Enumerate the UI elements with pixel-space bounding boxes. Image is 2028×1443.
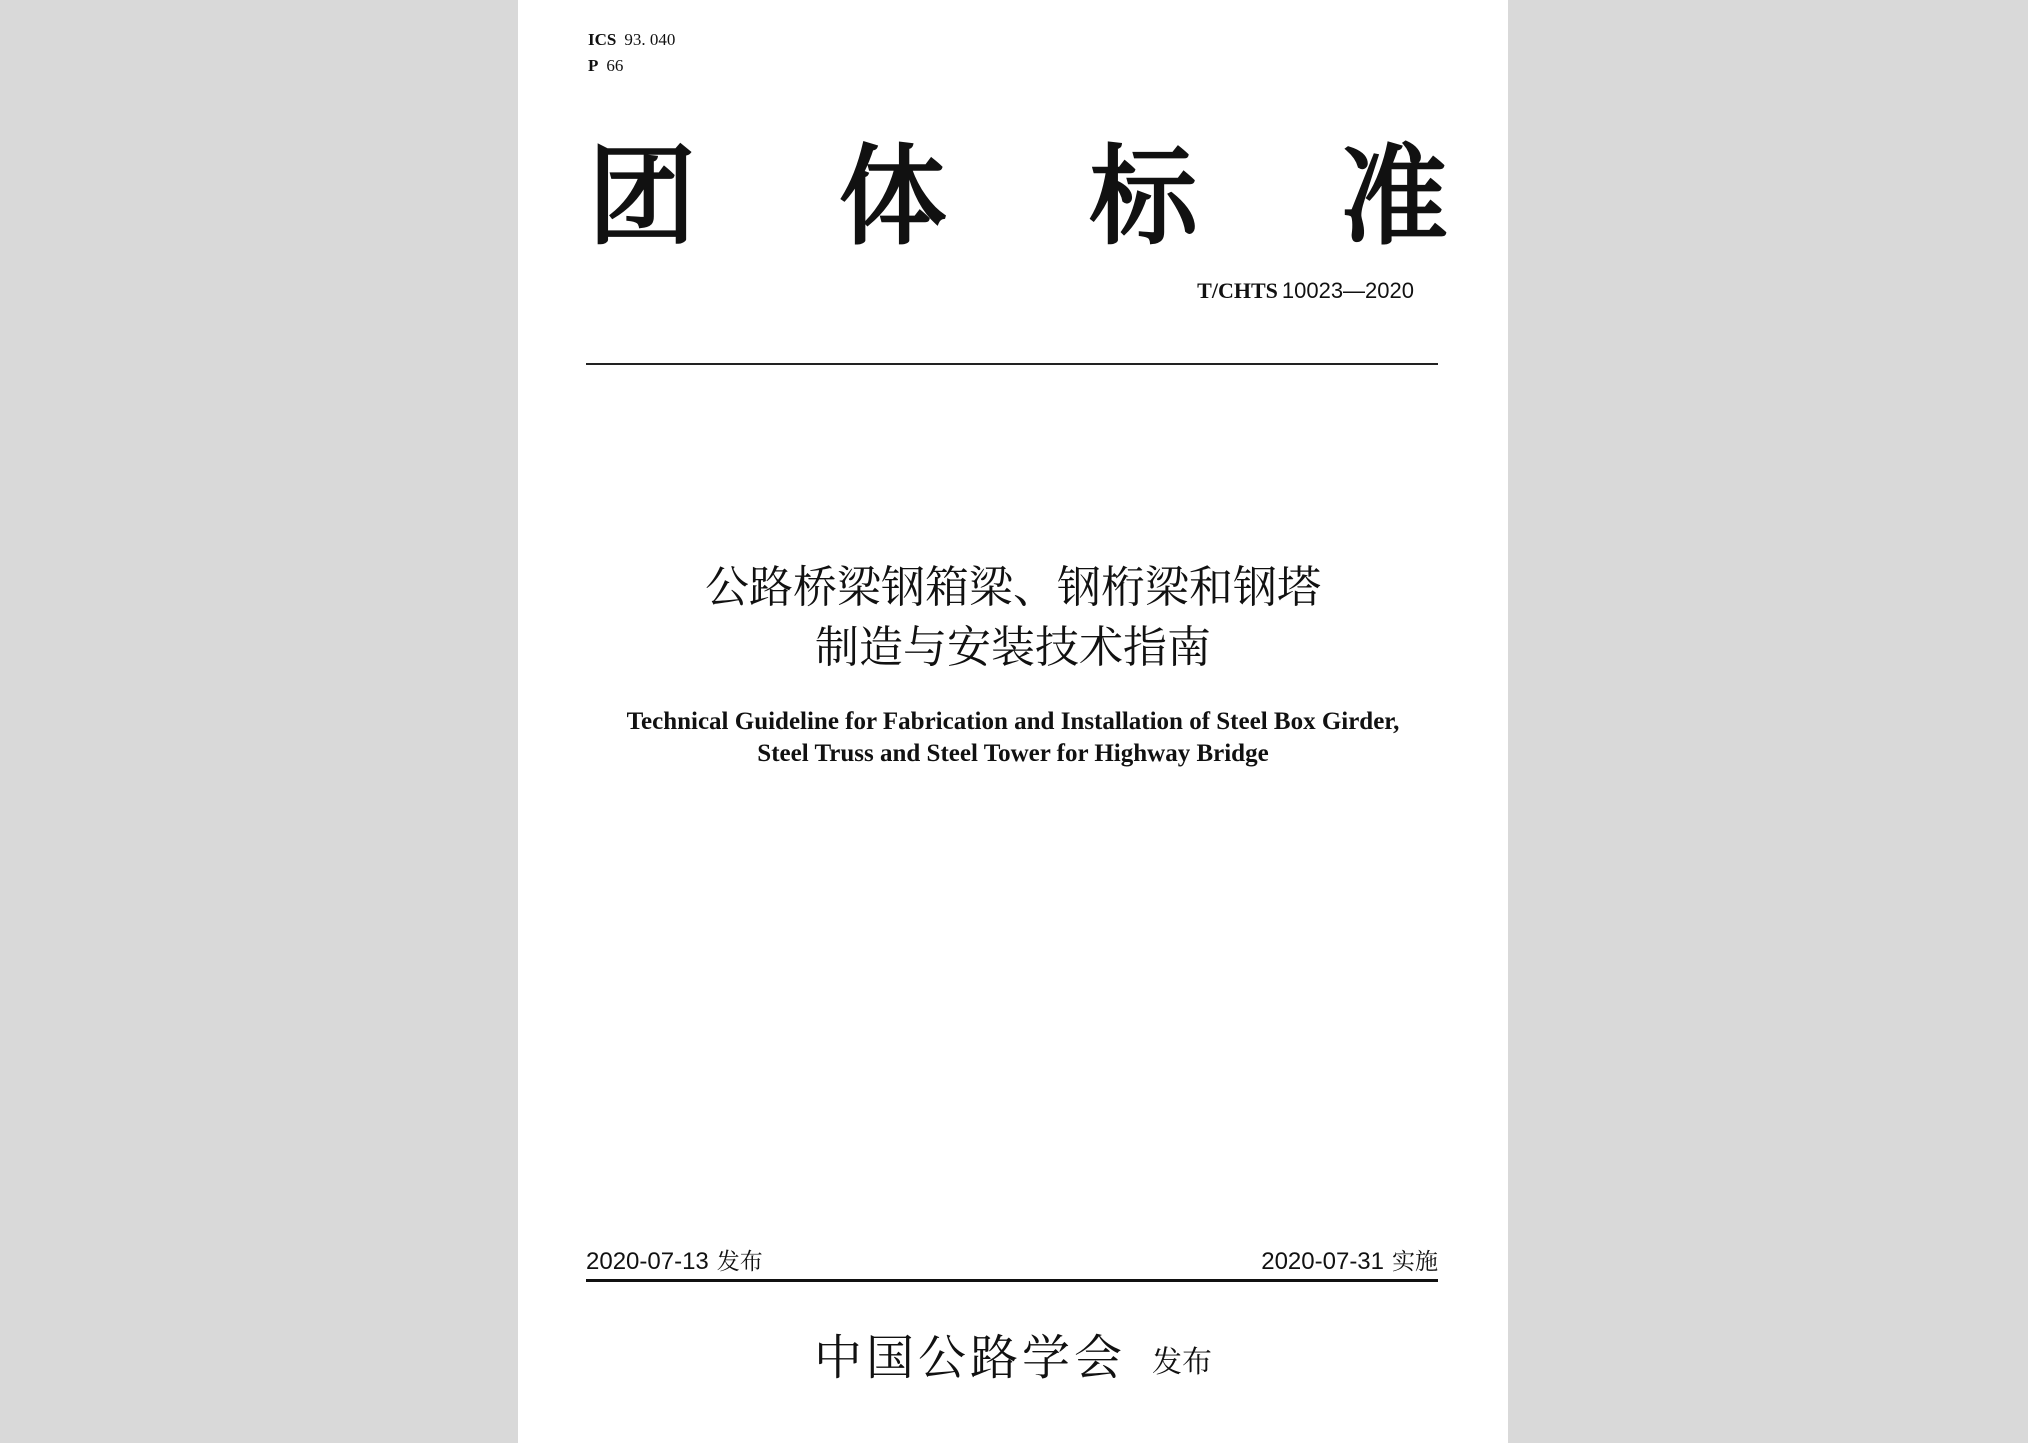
bottom-divider xyxy=(586,1279,1438,1282)
standard-category-title xyxy=(588,135,1448,260)
english-title-line-1: Technical Guideline for Fabrication and Installation of Steel Box Girder, xyxy=(626,708,1400,735)
p-classification xyxy=(588,56,623,76)
ics-label: ICS xyxy=(588,30,617,49)
publisher xyxy=(518,1328,1508,1388)
effective-word: 实施 xyxy=(1392,1249,1438,1275)
ics-classification xyxy=(588,30,675,50)
standard-code: 10023—2020 xyxy=(1281,278,1414,303)
category-char-4: 准 xyxy=(1339,135,1448,260)
issue-date-block xyxy=(586,1246,763,1277)
chinese-title xyxy=(518,558,1508,678)
ics-code: 93. 040 xyxy=(624,30,676,49)
standard-number xyxy=(1197,278,1414,305)
chinese-title-line-2: 制造与安装技术指南 xyxy=(815,622,1211,673)
issue-date: 2020-07-13 xyxy=(586,1248,709,1275)
effective-date: 2020-07-31 xyxy=(1261,1248,1384,1275)
english-title-line-2: Steel Truss and Steel Tower for Highway Bridge xyxy=(757,740,1269,767)
category-char-1: 团 xyxy=(588,135,697,260)
issue-word: 发布 xyxy=(716,1249,763,1275)
publisher-action: 发布 xyxy=(1152,1345,1212,1380)
standard-prefix: T/CHTS xyxy=(1197,278,1278,303)
category-char-2: 体 xyxy=(838,135,947,260)
english-title xyxy=(518,706,1508,770)
publisher-org: 中国公路学会 xyxy=(813,1330,1126,1386)
dates-row xyxy=(586,1246,1438,1277)
p-code: 66 xyxy=(606,56,624,75)
effective-date-block xyxy=(1261,1246,1438,1277)
p-label: P xyxy=(588,56,599,75)
category-char-3: 标 xyxy=(1089,135,1198,260)
chinese-title-line-1: 公路桥梁钢箱梁、钢桁梁和钢塔 xyxy=(705,562,1321,613)
document-page xyxy=(518,0,1508,1443)
top-divider xyxy=(586,363,1438,365)
